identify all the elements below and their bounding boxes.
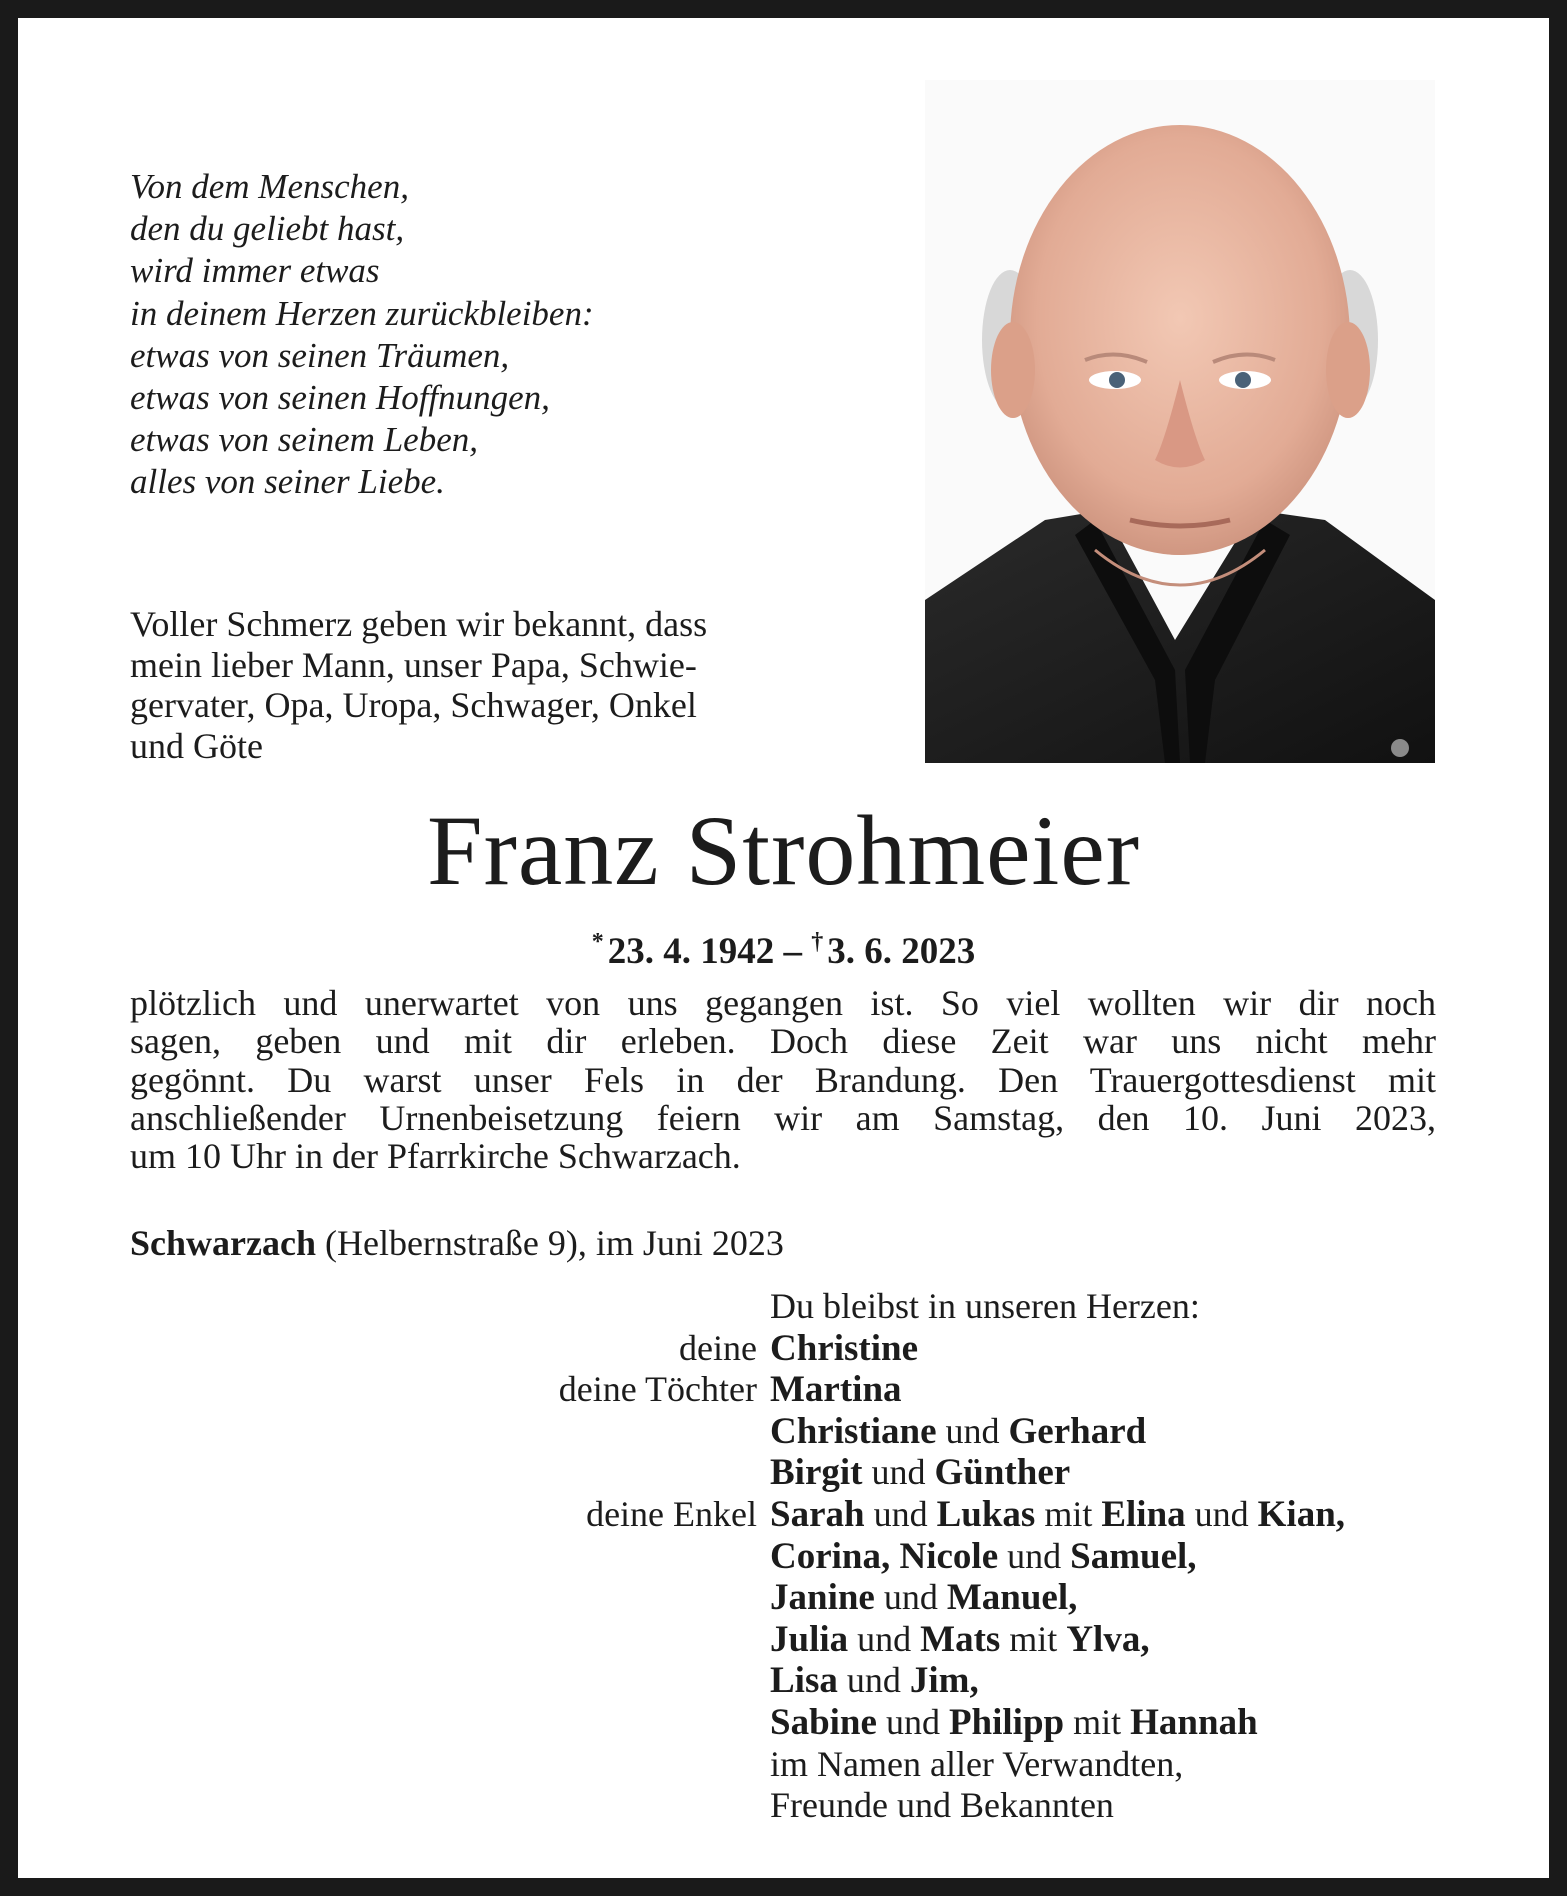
mourner-name: Martina [770, 1369, 902, 1411]
mourner-connector: und [874, 1577, 947, 1618]
mourner-names [770, 1619, 1150, 1661]
death-date: 3. 6. 2023 [827, 931, 976, 972]
mourner-names [770, 1577, 1077, 1619]
mourner-name: Manuel, [946, 1577, 1078, 1619]
place-town: Schwarzach [130, 1223, 316, 1263]
mourner-connector: und [862, 1452, 935, 1493]
mourner-name: Christiane [770, 1410, 937, 1452]
body-line: anschließender Urnenbeisetzung feiern wir am Samstag, den 10. Juni 2023, [130, 1097, 1436, 1138]
farewell-line [0, 1286, 1567, 1328]
mourner-name: Günther [934, 1452, 1071, 1494]
mourner-name: Samuel, [1070, 1535, 1197, 1577]
mourner-names [770, 1369, 902, 1411]
body-line: gegönnt. Du warst unser Fels in der Brandung. Den Trauergottesdienst mit [130, 1059, 1436, 1100]
portrait-photo [925, 80, 1435, 763]
body-line: plötzlich und unerwartet von uns gegangen ist. So viel wollten wir dir noch [130, 983, 1436, 1023]
poem-line: wird immer etwas [130, 251, 380, 291]
mourner-row [0, 1369, 1567, 1411]
mourner-names [770, 1328, 918, 1370]
mourner-names [770, 1702, 1258, 1744]
mourner-names [770, 1452, 1070, 1494]
mourner-names [770, 1536, 1197, 1578]
mourner-name: Sabine [770, 1701, 877, 1743]
mourner-name: Lukas [936, 1493, 1036, 1535]
mourner-name: Corina, Nicole [770, 1535, 999, 1577]
mourner-relation: deine [679, 1327, 757, 1368]
mourner-connector: und [864, 1493, 937, 1534]
poem-line: Von dem Menschen, [130, 167, 409, 206]
mourner-name: Sarah [770, 1493, 865, 1535]
mourner-name: Julia [770, 1618, 849, 1660]
mourner-row [0, 1411, 1567, 1453]
mourner-name: Lisa [770, 1660, 838, 1702]
mourner-connector: und [837, 1660, 910, 1701]
death-symbol: † [811, 929, 824, 955]
mourner-connector: und [998, 1535, 1071, 1576]
intro-line: mein lieber Mann, unser Papa, Schwie- [130, 644, 697, 685]
mourner-row [0, 1452, 1567, 1494]
mourner-name: Janine [770, 1577, 875, 1619]
body-line: um 10 Uhr in der Pfarrkirche Schwarzach. [130, 1136, 741, 1177]
mourner-connector: und [848, 1618, 921, 1659]
mourner-names [770, 1494, 1345, 1536]
mourner-row [0, 1702, 1567, 1744]
mourner-name: Mats [920, 1618, 1001, 1660]
mourner-names [770, 1744, 1183, 1786]
mourner-row [0, 1619, 1567, 1661]
body-line: sagen, geben und mit dir erleben. Doch diese Zeit war uns nicht mehr [130, 1021, 1436, 1062]
memorial-poem [130, 166, 770, 504]
mourner-connector: im Namen aller Verwandten, [770, 1743, 1184, 1784]
intro-line: Voller Schmerz geben wir bekannt, dass [130, 604, 708, 644]
mourner-connector: mit [1064, 1701, 1131, 1742]
mourner-row [0, 1536, 1567, 1578]
poem-line: den du geliebt hast, [130, 209, 405, 249]
mourner-row [0, 1577, 1567, 1619]
mourner-name: Hannah [1130, 1701, 1258, 1743]
life-dates [0, 920, 1567, 974]
mourner-names [770, 1785, 1114, 1827]
mourner-connector: und [936, 1410, 1009, 1451]
mourner-names [770, 1411, 1146, 1453]
birth-symbol: * [591, 929, 604, 955]
mourner-name: Elina [1101, 1493, 1186, 1535]
intro-line: und Göte [130, 725, 263, 766]
mourner-names [770, 1660, 979, 1702]
intro-line: gervater, Opa, Uropa, Schwager, Onkel [130, 685, 697, 725]
mourner-name: Kian, [1257, 1493, 1346, 1535]
mourner-name: Jim, [909, 1660, 979, 1702]
mourner-row [0, 1785, 1567, 1827]
mourner-connector: Freunde und Bekannten [770, 1785, 1114, 1826]
portrait-illustration [925, 80, 1435, 763]
place-rest: (Helbernstraße 9), im Juni 2023 [315, 1223, 784, 1263]
mourner-connector: mit [1035, 1493, 1102, 1534]
mourner-relation: deine Enkel [586, 1493, 757, 1534]
poem-line: in deinem Herzen zurückbleiben: [130, 293, 594, 333]
mourner-relation: deine Töchter [558, 1369, 757, 1410]
poem-line: etwas von seinen Träumen, [130, 335, 510, 375]
poem-line: etwas von seinem Leben, [130, 420, 478, 460]
mourner-name: Birgit [770, 1452, 863, 1494]
mourner-connector: mit [1000, 1618, 1067, 1659]
poem-line: alles von seiner Liebe. [130, 462, 445, 502]
mourner-name: Gerhard [1008, 1410, 1147, 1452]
date-separator: – [774, 931, 812, 972]
mourner-row [0, 1494, 1567, 1536]
mourner-name: Ylva, [1066, 1618, 1150, 1660]
mourner-name: Christine [770, 1327, 918, 1369]
mourner-row [0, 1744, 1567, 1786]
deceased-name: Franz Strohmeier [426, 795, 1141, 906]
announcement-body [130, 984, 1436, 1175]
mourner-connector: und [1185, 1493, 1258, 1534]
poem-line: etwas von seinen Hoffnungen, [130, 378, 550, 418]
mourner-row [0, 1660, 1567, 1702]
birth-date: 23. 4. 1942 [607, 931, 775, 972]
mourner-connector: und [876, 1701, 949, 1742]
announcement-intro [130, 604, 820, 766]
mourners-list [0, 1286, 1567, 1827]
mourner-row [0, 1328, 1567, 1370]
mourner-name: Philipp [948, 1701, 1065, 1743]
farewell-text: Du bleibst in unseren Herzen: [770, 1286, 1200, 1326]
place-and-date [130, 1222, 784, 1264]
